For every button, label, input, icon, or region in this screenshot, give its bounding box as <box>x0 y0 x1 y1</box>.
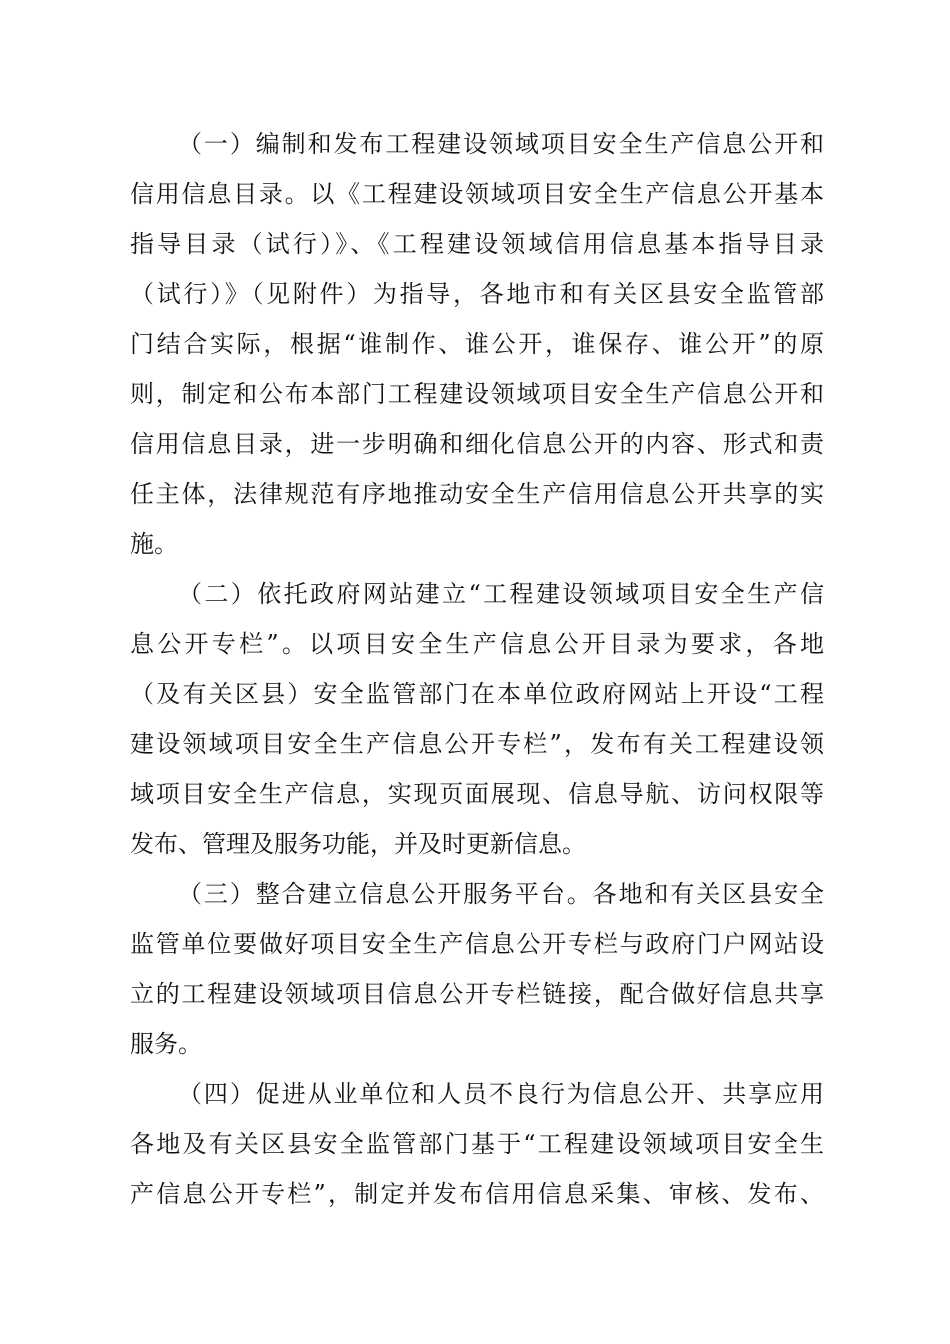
paragraph-4 <box>130 1069 824 1219</box>
paragraph-line: （二）依托政府网站建立“工程建设领域项目安全生产信 <box>178 580 824 608</box>
paragraph-line: 任主体，法律规范有序地推动安全生产信用信息公开共享的实 <box>130 480 824 508</box>
paragraph-line: （四）促进从业单位和人员不良行为信息公开、共享应用 <box>178 1080 824 1108</box>
paragraph-line: 指导目录（试行）》、《工程建设领域信用信息基本指导目录 <box>130 230 824 258</box>
paragraph-1 <box>130 119 824 569</box>
paragraph-line: 域项目安全生产信息，实现页面展现、信息导航、访问权限等 <box>130 780 824 808</box>
paragraph-line: （试行）》（见附件）为指导，各地市和有关区县安全监管部 <box>130 280 824 308</box>
paragraph-line: 发布、管理及服务功能，并及时更新信息。 <box>130 830 586 858</box>
paragraph-line: 信用信息目录。以《工程建设领域项目安全生产信息公开基本 <box>130 180 824 208</box>
paragraph-line: 监管单位要做好项目安全生产信息公开专栏与政府门户网站设 <box>130 930 824 958</box>
paragraph-line: 施。 <box>130 530 178 558</box>
paragraph-line: （三）整合建立信息公开服务平台。各地和有关区县安全 <box>178 880 824 908</box>
paragraph-line: 各地及有关区县安全监管部门基于“工程建设领域项目安全生 <box>130 1130 824 1158</box>
paragraph-line: 则，制定和公布本部门工程建设领域项目安全生产信息公开和 <box>130 380 824 408</box>
paragraph-line: 立的工程建设领域项目信息公开专栏链接，配合做好信息共享 <box>130 980 824 1008</box>
paragraph-line: （一）编制和发布工程建设领域项目安全生产信息公开和 <box>178 130 824 158</box>
paragraph-2 <box>130 569 824 869</box>
paragraph-line: （及有关区县）安全监管部门在本单位政府网站上开设“工程 <box>130 680 824 708</box>
paragraph-line: 服务。 <box>130 1030 202 1058</box>
paragraph-line: 息公开专栏”。以项目安全生产信息公开目录为要求，各地 <box>130 630 824 658</box>
paragraph-line: 建设领域项目安全生产信息公开专栏”，发布有关工程建设领 <box>130 730 824 758</box>
paragraph-line: 信用信息目录，进一步明确和细化信息公开的内容、形式和责 <box>130 430 824 458</box>
paragraph-line: 产信息公开专栏”，制定并发布信用信息采集、审核、发布、 <box>130 1180 824 1208</box>
paragraph-3 <box>130 869 824 1069</box>
paragraph-line: 门结合实际，根据“谁制作、谁公开，谁保存、谁公开”的原 <box>130 330 824 358</box>
document-body <box>130 119 824 1219</box>
